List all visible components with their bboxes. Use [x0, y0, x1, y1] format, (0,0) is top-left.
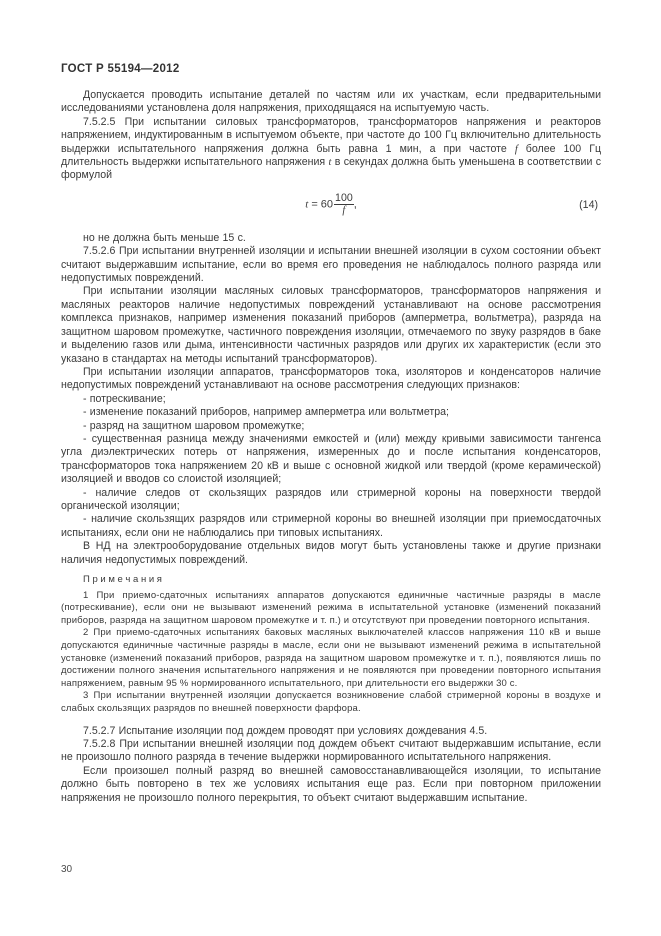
- document-content: [61, 89, 601, 805]
- paragraph-7-5-2-7: 7.5.2.7 Испытание изоляции под дождем проводят при условиях дождевания 4.5.: [83, 724, 488, 737]
- note-item-3: 3 При испытании внутренней изоляции допускается возникновение слабой стримерной короны в воздухе и слабых скользящих разрядов по внешней поверхности фарфора.: [61, 690, 601, 714]
- formula-numerator: 100: [335, 191, 353, 204]
- paragraph-text: более 100 Гц длительность выдержки испытательного напряжения: [61, 142, 602, 169]
- list-item: - наличие скользящих разрядов или стримерной короны во внешней изоляции при приемосдаточных испытаниях, если они не наблюдались при типовых испытаниях.: [61, 513, 601, 539]
- document-title: ГОСТ Р 55194—2012: [61, 63, 180, 75]
- note-item-1: 1 При приемо-сдаточных испытаниях аппаратов допускаются единичные частичные разряды в масле (потрескивание), если они не вызывают изменений режима в испытательной установке (изменений показаний приборов, разряда на защитном шаровом промежутке и т. п.) и отсутствуют при проведении повторного испытания.: [61, 589, 601, 626]
- list-item: - изменение показаний приборов, например амперметра или вольтметра;: [83, 406, 449, 419]
- formula-variable-t: t: [305, 198, 309, 211]
- paragraph-oil-transformers: При испытании изоляции масляных силовых трансформаторов, трансформаторов напряжения и масляных реакторов наличие недопустимых повреждений устанавливают на основе рассмотрения комплекса признаков, например изменения показаний приборов (амперметра, вольтметра), разряда на защитном шаровом промежутке, частичного повреждения изоляции, отмечаемого по звуку разрядов в баке и выделению газов или дыма, интенсивности частичных разрядов или других их характеристик (если это указано в стандартах на методы испытаний трансформаторов).: [61, 285, 601, 365]
- equation-number: (14): [579, 198, 598, 211]
- paragraph-7-5-2-6: 7.5.2.6 При испытании внутренней изоляции и испытании внешней изоляции в сухом состоянии объект считают выдержавшим испытание, если во время его проведения не наблюдалось полного разряда или недопустимых повреждений.: [61, 245, 601, 285]
- paragraph-intro: Допускается проводить испытание деталей по частям или их участкам, если предварительными исследованиями установлена доля напряжения, приходящаяся на испытуемую часть.: [61, 89, 601, 115]
- formula-comma: ,: [353, 198, 357, 211]
- paragraph-full-discharge: Если произошел полный разряд во внешней самовосстанавливающейся изоляции, то испытание должно быть повторено в тех же условиях испытания еще раз. Если при повторном приложении напряжения не произошло полного перекрытия, то объект считают выдержавшим испытание.: [61, 764, 601, 804]
- note-item-2: 2 При приемо-сдаточных испытаниях баковых масляных выключателей классов напряжения 110 кВ и выше допускаются единичные частичные разряды в масле, если они не вызывают изменений режима в испытательной установке (изменений показаний приборов, разряда на защитном шаровом промежутке и т. п.), появляются лишь по достижении полного значения испытательного напряжения и не появляются при проведении повторного испытания напряжением, равным 95 % нормированного испытательного, при длительности его выдержки 30 с.: [61, 627, 601, 689]
- list-item: - наличие следов от скользящих разрядов или стримерной короны на поверхности твердой органической изоляции;: [61, 486, 601, 512]
- notes-title: П р и м е ч а н и я: [83, 574, 162, 585]
- paragraph-7-5-2-8: 7.5.2.8 При испытании внешней изоляции под дождем объект считают выдержавшим испытание, если не произошло полного разряда в течение выдержки нормированного испытательного напряжения.: [61, 737, 601, 764]
- list-item: - потрескивание;: [83, 392, 166, 405]
- formula-fraction: [334, 192, 354, 217]
- page-number: 30: [61, 864, 73, 875]
- formula-14: [61, 192, 601, 217]
- list-item: - существенная разница между значениями емкостей и (или) между кривыми зависимости тангенса угла диэлектрических потерь от напряжения, измеренных до и после испытания конденсаторов, трансформаторов тока напряжением 20 кВ и выше с основной жидкой или твердой (кроме керамической) изоляцией и вводов со слоистой изоляцией;: [61, 432, 601, 486]
- variable-f: f: [514, 143, 518, 155]
- paragraph-nd-other-signs: В НД на электрооборудование отдельных видов могут быть установлены также и другие признаки наличия недопустимых повреждений.: [61, 540, 601, 566]
- paragraph-apparatus-criteria: При испытании изоляции аппаратов, трансформаторов тока, изоляторов и конденсаторов наличие недопустимых повреждений устанавливают на основе рассмотрения следующих признаков:: [61, 365, 601, 392]
- formula-equals-coefficient: = 60: [308, 198, 334, 211]
- paragraph-7-5-2-5: [61, 116, 601, 183]
- notes-block: [61, 574, 601, 716]
- list-item: - разряд на защитном шаровом промежутке;: [83, 419, 305, 432]
- paragraph-text: в секундах должна быть уменьшена в соответствии с формулой: [61, 156, 601, 182]
- formula-block: [61, 192, 601, 222]
- paragraph-text: 7.5.2.5 При испытании силовых трансформаторов, трансформаторов напряжения и реакторов напряжением, индуктированным в испытуемом объекте, при частоте до 100 Гц включительно длительность выдержки испытательного напряжения должна быть равна 1 мин, а при частоте: [61, 115, 601, 155]
- formula-denominator-f: f: [342, 204, 346, 216]
- variable-t: t: [328, 157, 332, 169]
- paragraph-formula-condition: но не должна быть меньше 15 с.: [83, 231, 246, 244]
